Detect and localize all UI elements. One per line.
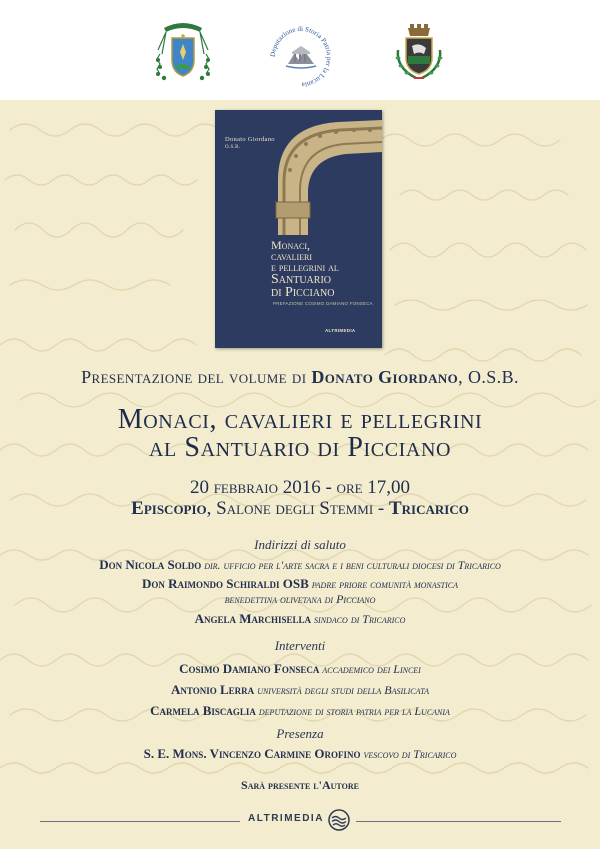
bishop-coat-of-arms-icon bbox=[150, 20, 216, 86]
section-presenza-heading: Presenza bbox=[276, 726, 324, 741]
interventi-entry: Antonio Lerra università degli studi della Basilicata bbox=[171, 682, 429, 697]
altrimedia-wave-logo-icon bbox=[327, 808, 351, 832]
section-interventi-heading: Interventi bbox=[274, 638, 326, 653]
romanesque-arch-image bbox=[260, 110, 382, 235]
interventi-entry: Cosimo Damiano Fonseca accademico dei Lincei bbox=[179, 661, 421, 676]
presentation-author: Donato Giordano bbox=[311, 367, 459, 387]
event-venue: Episcopio, Salone degli Stemmi - Tricarico bbox=[131, 498, 469, 519]
presenza-entry: S. E. Mons. Vincenzo Carmine Orofino vescovo di Tricarico bbox=[143, 746, 457, 761]
saluti-entry: Don Nicola Soldo dir. ufficio per l'arte sacra e i beni culturali diocesi di Tricarico bbox=[99, 557, 501, 572]
book-subtitle: PREFAZIONE COSIMO DAMIANO FONSECA bbox=[273, 301, 373, 306]
saluti-entry: Angela Marchisella sindaco di Tricarico bbox=[194, 611, 406, 626]
saluti-entry-continuation: benedettina olivetana di Picciano bbox=[224, 592, 376, 606]
book-author: Donato Giordano O.S.B. bbox=[225, 136, 275, 150]
footer-divider-right bbox=[356, 821, 561, 822]
presentation-line: Presentazione del volume di Donato Giordano, O.S.B. bbox=[81, 367, 519, 387]
interventi-entry: Carmela Biscaglia deputazione di storia patria per la Lucania bbox=[150, 703, 450, 718]
tricarico-municipal-crest-icon bbox=[386, 20, 452, 86]
footer-divider-left bbox=[40, 821, 240, 822]
book-cover bbox=[215, 110, 382, 348]
closing-note: Sarà presente l'Autore bbox=[241, 778, 359, 792]
event-title-line2: al Santuario di Picciano bbox=[148, 432, 452, 463]
seal-text: Deputazione di Storia Patria per la Lucania bbox=[268, 24, 334, 90]
event-date: 20 febbraio 2016 - ore 17,00 bbox=[189, 477, 411, 498]
footer-publisher-logo: ALTRIMEDIA bbox=[248, 813, 324, 824]
saluti-entry: Don Raimondo Schiraldi OSB padre priore comunità monastica bbox=[142, 576, 458, 591]
section-saluti-heading: Indirizzi di saluto bbox=[254, 537, 346, 552]
header-emblems bbox=[0, 0, 600, 100]
book-title: Monaci, cavalieri e pellegrini al Santuario di Picciano bbox=[271, 238, 339, 300]
book-publisher: ALTRIMEDIA bbox=[325, 328, 356, 333]
event-title-line1: Monaci, cavalieri e pellegrini bbox=[117, 404, 483, 435]
deputazione-storia-patria-seal-icon bbox=[266, 22, 336, 92]
